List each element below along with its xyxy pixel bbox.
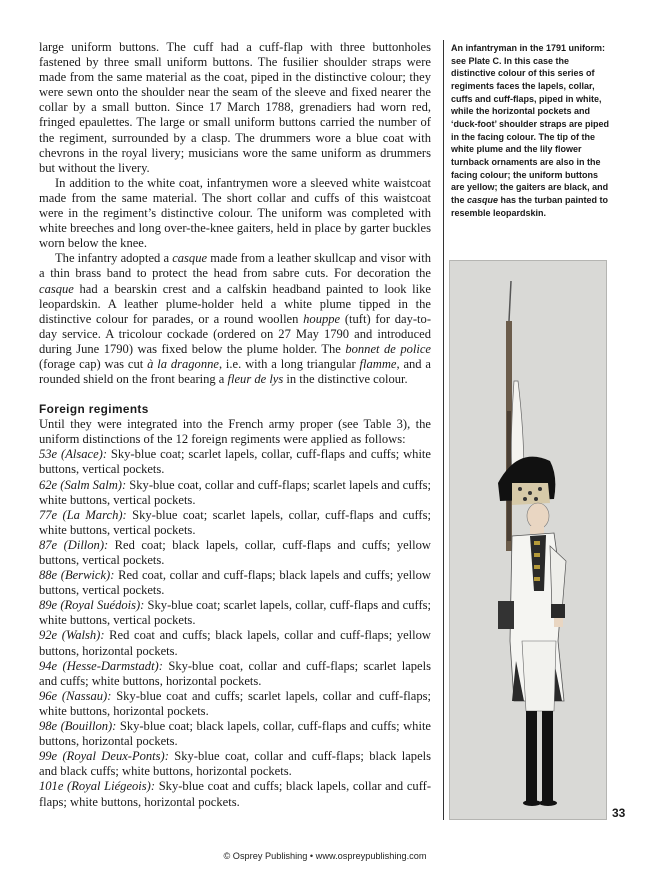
regiment-entry: 99e (Royal Deux-Ponts): Sky-blue coat, collar and cuff-flaps; black lapels and black cuffs; white buttons, horizontal pockets. [39, 749, 432, 779]
regiment-entry: 92e (Walsh): Red coat and cuffs; black lapels, collar and cuff-flaps; yellow buttons, horizontal pockets. [39, 628, 431, 658]
regiment-entry: 101e (Royal Liégeois): Sky-blue coat and cuffs; black lapels, collar and cuff-flaps; white buttons, horizontal pockets. [39, 779, 431, 809]
paragraph-foreign-intro: Until they were integrated into the French army proper (see Table 3), the uniform distinctions of the 12 foreign regiments were applied as follows: [39, 417, 431, 447]
regiment-entry: 94e (Hesse-Darmstadt): Sky-blue coat, collar and cuff-flaps; scarlet lapels and cuffs; white buttons, horizontal pockets. [39, 658, 431, 688]
figure-caption: An infantryman in the 1791 uniform: see Plate C. In this case the distinctive colour of this series of regiments faces the lapels, collar, cuffs and cuff-flaps, piped in white, while the horizontal pockets and ‘duck-foot’ shoulder straps are piped in the facing colour. The tip of the white plume and the lily flower turnback ornaments are also in the facing colour; the uniform buttons are yellow; the gaiters are black, and the casque has the turban painted to resemble leopardskin. [451, 43, 610, 218]
infantryman-illustration [449, 260, 607, 820]
paragraph-casque: The infantry adopted a casque made from a leather skullcap and visor with a thin brass band to protect the head from sabre cuts. For decoration the casque had a bearskin crest and a calfskin headband painted to look like leopardskin. A leather plume-holder held a white plume tipped in the distinctive colour for parades, or a round woollen houppe (tuft) for day-to-day service. A tricolour cockade (ordered on 27 May 1790 and introduced during June 1790) was fixed below the plume holder. The bonnet de police (forage cap) was cut à la dragonne, i.e. with a long triangular flamme, and a rounded shield on the front bearing a fleur de lys in the distinctive colour. [39, 251, 431, 387]
regiment-entry: 89e (Royal Suédois): Sky-blue coat; scarlet lapels, collar, cuff-flaps and cuffs; white buttons, vertical pockets. [39, 598, 431, 628]
regiment-entry: 98e (Bouillon): Sky-blue coat; black lapels, collar, cuff-flaps and cuffs; white buttons, horizontal pockets. [39, 719, 431, 749]
regiment-entry: 77e (La March): Sky-blue coat; scarlet lapels, collar, cuff-flaps and cuffs; white buttons, vertical pockets. [39, 507, 431, 537]
regiment-entry: 96e (Nassau): Sky-blue coat and cuffs; scarlet lapels, collar and cuff-flaps; white buttons, horizontal pockets. [39, 688, 432, 718]
regiment-entry: 88e (Berwick): Red coat, collar and cuff-flaps; black lapels and cuffs; yellow buttons, vertical pockets. [39, 568, 431, 598]
page-number: 33 [612, 806, 626, 820]
regiment-entry: 53e (Alsace): Sky-blue coat; scarlet lapels, collar, cuff-flaps and cuffs; white buttons, vertical pockets. [39, 447, 431, 477]
paragraph-waistcoat: In addition to the white coat, infantrymen wore a sleeved white waistcoat made from the same material. The short collar and cuffs of this waistcoat were in the regiment’s distinctive colour. The uniform was completed with white breeches and long over-the-knee gaiters, held in place by garter buckles worn below the knee. [39, 175, 431, 251]
paragraph-buttons: large uniform buttons. The cuff had a cuff-flap with three buttonholes fastened by three small uniform buttons. The fusilier shoulder straps were made from the same material as the coat, piped in the distinctive colour; they were sewn onto the shoulder near the seam of the sleeve and fixed nearer the collar by a small button. Since 17 March 1788, grenadiers had worn red, fringed epaulettes. The large or small uniform buttons carried the number of the regiment, surrounded by a clasp. The drummers wore a blue coat with chevrons in the royal livery; musicians wore the same uniform as drummers but without the livery. [39, 40, 431, 175]
sidebar-divider [443, 40, 444, 820]
regiment-entry: 62e (Salm Salm): Sky-blue coat, collar and cuff-flaps; scarlet lapels and cuffs; white buttons, vertical pockets. [39, 477, 431, 507]
section-heading: Foreign regiments [39, 402, 149, 417]
publisher-footer: © Osprey Publishing • www.ospreypublishing.com [223, 851, 427, 861]
main-text-column [39, 40, 431, 810]
regiment-entry: 87e (Dillon): Red coat; black lapels, collar, cuff-flaps and cuffs; yellow buttons, vertical pockets. [39, 537, 431, 567]
